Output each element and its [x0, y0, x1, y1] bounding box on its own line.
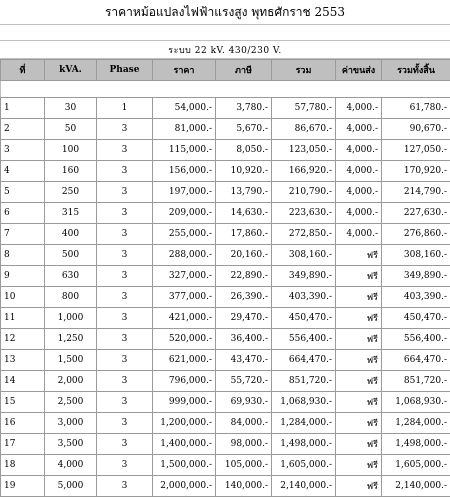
cell-total: 127,050.-	[382, 140, 450, 161]
col-header-no: ที่	[1, 60, 45, 81]
col-header-price: ราคา	[153, 60, 216, 81]
table-row	[1, 455, 450, 476]
cell-tax: 69,930.-	[216, 392, 272, 413]
cell-subtotal: 223,630.-	[272, 203, 336, 224]
table-row	[1, 392, 450, 413]
cell-phase: 3	[97, 266, 153, 287]
cell-no: 12	[1, 329, 45, 350]
cell-kva: 1,000	[45, 308, 97, 329]
cell-phase: 3	[97, 203, 153, 224]
cell-shipping: ฟรี	[336, 287, 382, 308]
cell-subtotal: 664,470.-	[272, 350, 336, 371]
cell-price: 2,000,000.-	[153, 476, 216, 497]
cell-no: 17	[1, 434, 45, 455]
cell-tax: 98,000.-	[216, 434, 272, 455]
cell-shipping: 4,000.-	[336, 161, 382, 182]
cell-phase: 3	[97, 455, 153, 476]
cell-tax: 36,400.-	[216, 329, 272, 350]
cell-subtotal: 123,050.-	[272, 140, 336, 161]
cell-tax: 29,470.-	[216, 308, 272, 329]
cell-kva: 100	[45, 140, 97, 161]
cell-subtotal: 851,720.-	[272, 371, 336, 392]
cell-phase: 3	[97, 182, 153, 203]
cell-price: 327,000.-	[153, 266, 216, 287]
cell-phase: 3	[97, 350, 153, 371]
col-header-kva: kVA.	[45, 60, 97, 81]
cell-kva: 160	[45, 161, 97, 182]
cell-kva: 5,000	[45, 476, 97, 497]
cell-shipping: ฟรี	[336, 329, 382, 350]
cell-kva: 500	[45, 245, 97, 266]
cell-tax: 14,630.-	[216, 203, 272, 224]
cell-kva: 1,250	[45, 329, 97, 350]
cell-no: 3	[1, 140, 45, 161]
table-row	[1, 245, 450, 266]
cell-subtotal: 1,284,000.-	[272, 413, 336, 434]
cell-kva: 30	[45, 98, 97, 119]
cell-subtotal: 2,140,000.-	[272, 476, 336, 497]
cell-kva: 800	[45, 287, 97, 308]
cell-no: 5	[1, 182, 45, 203]
cell-shipping: 4,000.-	[336, 182, 382, 203]
cell-price: 796,000.-	[153, 371, 216, 392]
cell-tax: 55,720.-	[216, 371, 272, 392]
cell-kva: 630	[45, 266, 97, 287]
cell-phase: 3	[97, 329, 153, 350]
cell-price: 999,000.-	[153, 392, 216, 413]
cell-shipping: 4,000.-	[336, 140, 382, 161]
cell-subtotal: 166,920.-	[272, 161, 336, 182]
cell-total: 276,860.-	[382, 224, 450, 245]
cell-total: 450,470.-	[382, 308, 450, 329]
cell-price: 1,200,000.-	[153, 413, 216, 434]
cell-shipping: 4,000.-	[336, 224, 382, 245]
cell-price: 54,000.-	[153, 98, 216, 119]
cell-total: 1,284,000.-	[382, 413, 450, 434]
cell-shipping: ฟรี	[336, 245, 382, 266]
cell-no: 6	[1, 203, 45, 224]
cell-price: 156,000.-	[153, 161, 216, 182]
cell-total: 170,920.-	[382, 161, 450, 182]
cell-shipping: ฟรี	[336, 371, 382, 392]
col-header-subtotal: รวม	[272, 60, 336, 81]
cell-total: 851,720.-	[382, 371, 450, 392]
cell-subtotal: 210,790.-	[272, 182, 336, 203]
cell-kva: 2,500	[45, 392, 97, 413]
cell-no: 8	[1, 245, 45, 266]
table-row	[1, 287, 450, 308]
table-row	[1, 182, 450, 203]
cell-phase: 3	[97, 476, 153, 497]
blank-row	[0, 25, 450, 41]
cell-phase: 3	[97, 287, 153, 308]
cell-price: 255,000.-	[153, 224, 216, 245]
cell-subtotal: 349,890.-	[272, 266, 336, 287]
cell-phase: 3	[97, 434, 153, 455]
cell-shipping: ฟรี	[336, 434, 382, 455]
cell-tax: 5,670.-	[216, 119, 272, 140]
cell-shipping: ฟรี	[336, 308, 382, 329]
cell-kva: 250	[45, 182, 97, 203]
spec-line: ระบบ 22 kV. 430/230 V.	[0, 41, 450, 59]
cell-kva: 50	[45, 119, 97, 140]
cell-tax: 3,780.-	[216, 98, 272, 119]
cell-total: 664,470.-	[382, 350, 450, 371]
cell-no: 2	[1, 119, 45, 140]
cell-total: 214,790.-	[382, 182, 450, 203]
cell-no: 16	[1, 413, 45, 434]
cell-price: 81,000.-	[153, 119, 216, 140]
cell-tax: 105,000.-	[216, 455, 272, 476]
table-row	[1, 350, 450, 371]
cell-no: 13	[1, 350, 45, 371]
cell-subtotal: 308,160.-	[272, 245, 336, 266]
table-row	[1, 98, 450, 119]
cell-shipping: ฟรี	[336, 413, 382, 434]
col-header-phase: Phase	[97, 60, 153, 81]
cell-total: 556,400.-	[382, 329, 450, 350]
cell-tax: 140,000.-	[216, 476, 272, 497]
cell-no: 19	[1, 476, 45, 497]
cell-phase: 3	[97, 119, 153, 140]
cell-tax: 8,050.-	[216, 140, 272, 161]
cell-subtotal: 1,605,000.-	[272, 455, 336, 476]
col-header-total: รวมทั้งสิ้น	[382, 60, 450, 81]
table-row	[1, 476, 450, 497]
cell-subtotal: 556,400.-	[272, 329, 336, 350]
table-row	[1, 413, 450, 434]
cell-phase: 3	[97, 308, 153, 329]
cell-total: 403,390.-	[382, 287, 450, 308]
cell-total: 349,890.-	[382, 266, 450, 287]
cell-total: 2,140,000.-	[382, 476, 450, 497]
table-row	[1, 329, 450, 350]
cell-shipping: ฟรี	[336, 350, 382, 371]
cell-subtotal: 1,068,930.-	[272, 392, 336, 413]
cell-price: 209,000.-	[153, 203, 216, 224]
header-row	[1, 60, 450, 81]
cell-tax: 17,860.-	[216, 224, 272, 245]
table-body	[1, 98, 450, 497]
cell-no: 4	[1, 161, 45, 182]
cell-tax: 10,920.-	[216, 161, 272, 182]
cell-tax: 22,890.-	[216, 266, 272, 287]
table-row	[1, 140, 450, 161]
cell-kva: 2,000	[45, 371, 97, 392]
cell-price: 115,000.-	[153, 140, 216, 161]
cell-tax: 43,470.-	[216, 350, 272, 371]
cell-phase: 3	[97, 161, 153, 182]
cell-subtotal: 1,498,000.-	[272, 434, 336, 455]
col-header-shipping: ค่าขนส่ง	[336, 60, 382, 81]
cell-no: 9	[1, 266, 45, 287]
cell-phase: 3	[97, 392, 153, 413]
cell-subtotal: 272,850.-	[272, 224, 336, 245]
cell-price: 197,000.-	[153, 182, 216, 203]
price-table	[0, 59, 450, 497]
cell-subtotal: 403,390.-	[272, 287, 336, 308]
cell-tax: 13,790.-	[216, 182, 272, 203]
cell-shipping: 4,000.-	[336, 119, 382, 140]
col-header-tax: ภาษี	[216, 60, 272, 81]
cell-no: 7	[1, 224, 45, 245]
cell-price: 421,000.-	[153, 308, 216, 329]
cell-total: 61,780.-	[382, 98, 450, 119]
cell-tax: 26,390.-	[216, 287, 272, 308]
cell-phase: 3	[97, 224, 153, 245]
cell-subtotal: 450,470.-	[272, 308, 336, 329]
cell-no: 15	[1, 392, 45, 413]
cell-no: 1	[1, 98, 45, 119]
sheet-title: ราคาหม้อแปลงไฟฟ้าแรงสูง พุทธศักราช 2553	[0, 0, 450, 25]
cell-shipping: ฟรี	[336, 476, 382, 497]
cell-total: 90,670.-	[382, 119, 450, 140]
cell-subtotal: 57,780.-	[272, 98, 336, 119]
cell-shipping: ฟรี	[336, 455, 382, 476]
cell-price: 1,400,000.-	[153, 434, 216, 455]
cell-total: 308,160.-	[382, 245, 450, 266]
cell-kva: 3,500	[45, 434, 97, 455]
cell-total: 1,498,000.-	[382, 434, 450, 455]
cell-phase: 3	[97, 413, 153, 434]
cell-price: 520,000.-	[153, 329, 216, 350]
table-row	[1, 266, 450, 287]
cell-total: 1,605,000.-	[382, 455, 450, 476]
cell-total: 1,068,930.-	[382, 392, 450, 413]
table-row	[1, 161, 450, 182]
cell-no: 11	[1, 308, 45, 329]
cell-subtotal: 86,670.-	[272, 119, 336, 140]
cell-phase: 3	[97, 245, 153, 266]
cell-tax: 84,000.-	[216, 413, 272, 434]
table-row	[1, 203, 450, 224]
cell-phase: 1	[97, 98, 153, 119]
table-row	[1, 308, 450, 329]
cell-kva: 400	[45, 224, 97, 245]
cell-kva: 3,000	[45, 413, 97, 434]
cell-total: 227,630.-	[382, 203, 450, 224]
cell-shipping: ฟรี	[336, 266, 382, 287]
table-row	[1, 434, 450, 455]
cell-no: 14	[1, 371, 45, 392]
cell-shipping: 4,000.-	[336, 98, 382, 119]
cell-price: 288,000.-	[153, 245, 216, 266]
cell-price: 621,000.-	[153, 350, 216, 371]
cell-kva: 4,000	[45, 455, 97, 476]
empty-row	[1, 81, 450, 98]
cell-tax: 20,160.-	[216, 245, 272, 266]
cell-kva: 1,500	[45, 350, 97, 371]
cell-phase: 3	[97, 140, 153, 161]
cell-kva: 315	[45, 203, 97, 224]
cell-phase: 3	[97, 371, 153, 392]
cell-price: 377,000.-	[153, 287, 216, 308]
table-row	[1, 371, 450, 392]
cell-shipping: ฟรี	[336, 392, 382, 413]
cell-no: 10	[1, 287, 45, 308]
table-row	[1, 224, 450, 245]
cell-shipping: 4,000.-	[336, 203, 382, 224]
table-row	[1, 119, 450, 140]
cell-no: 18	[1, 455, 45, 476]
cell-price: 1,500,000.-	[153, 455, 216, 476]
